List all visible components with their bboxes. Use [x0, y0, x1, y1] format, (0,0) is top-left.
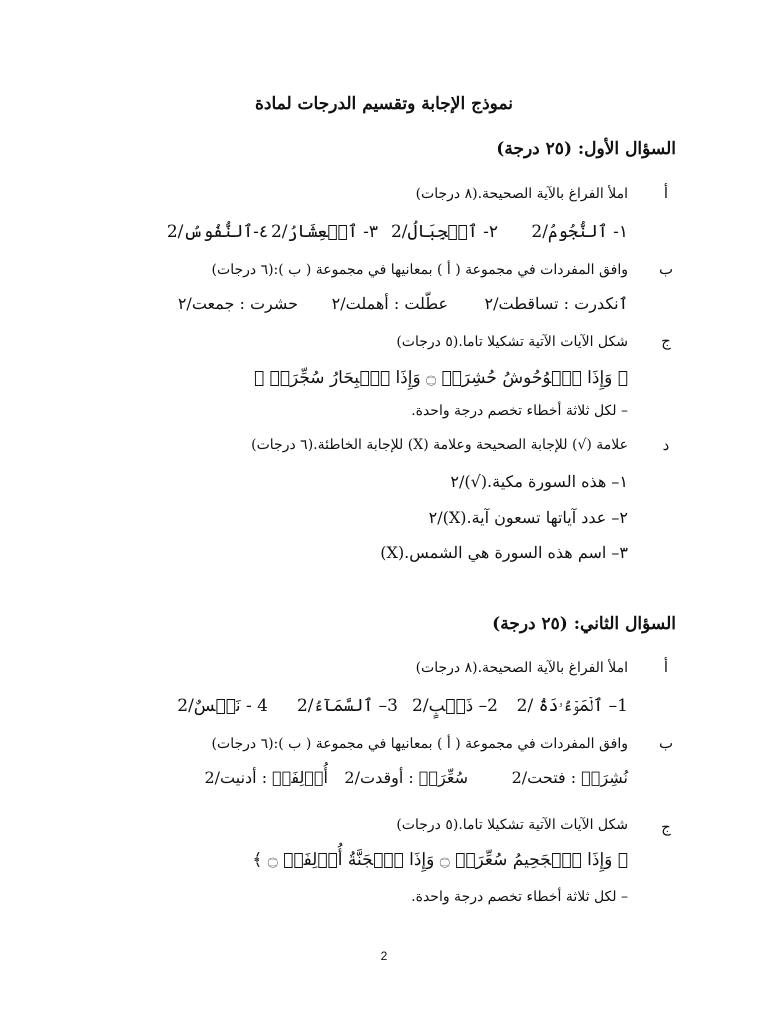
q1-d-instruction: علامة (√) للإجابة الصحيحة وعلامة (X) للإجابة الخاطئة.(٦ درجات): [251, 437, 628, 453]
page-number: 2: [380, 949, 388, 963]
q1-a-answer-4: ٤-ٱلنُّفُوسُ/2: [166, 222, 268, 242]
q1-c-verse: ﴿ وَإِذَا ٱلۡوُحُوشُ حُشِرَتۡ ۝ وَإِذَا ٱلۡبِحَارُ سُجِّرَتۡ ﴾: [253, 368, 628, 388]
q1-c-instruction: شكل الآيات الآتية تشكيلا تاما.(٥ درجات): [396, 334, 628, 350]
q1-d-item-1: ١– هذه السورة مكية.(√)/٢: [450, 472, 628, 491]
q1-b-instruction: وافق المفردات في مجموعة ( أ ) بمعانيها في مجموعة ( ب ):(٦ درجات): [211, 262, 628, 278]
q2-a-answer-3: 3– ٱلسَّمَآءُ/2: [296, 696, 398, 716]
q1-a-answer-1: ١- ٱلنُّجُومُ/2: [531, 222, 628, 242]
q2-a-label: أ: [663, 658, 669, 676]
q2-b-answer-2: سُعِّرَتۡ : أوقدت/2: [344, 768, 468, 787]
q1-d-label: د: [662, 436, 670, 454]
q2-heading: السؤال الثاني: (٢٥ درجة): [492, 614, 676, 634]
q1-b-answer-2: عطّلت : أهملت/٢: [331, 294, 448, 313]
q2-c-verse: ﴿ وَإِذَا ٱلۡجَحِيمُ سُعِّرَتۡ ۝ وَإِذَا ٱلۡجَنَّةُ أُزۡلِفَتۡ ۝ ﴾: [252, 850, 628, 870]
q2-b-answer-1: نُشِرَتۡ : فتحت/2: [511, 768, 628, 787]
q1-d-item-2: ٢– عدد آياتها تسعون آية.(X)/٢: [428, 508, 628, 527]
q2-b-instruction: وافق المفردات في مجموعة ( أ ) بمعانيها في مجموعة ( ب ):(٦ درجات): [211, 736, 628, 752]
q2-b-label: ب: [658, 734, 674, 752]
q1-b-label: ب: [658, 260, 674, 278]
q2-a-answer-4: 4 - نَفۡسٌ/2: [177, 696, 268, 716]
q1-a-answer-3: ٣- ٱلۡعِشَارُ/2: [270, 222, 378, 242]
q1-b-answer-3: حشرت : جمعت/٢: [177, 294, 298, 313]
q1-a-answer-2: ٢- ٱلۡجِبَالُ/2: [390, 222, 498, 242]
q2-b-answer-3: أُزۡلِفَتۡ : أدنيت/2: [204, 768, 328, 787]
q2-c-instruction: شكل الآيات الآتية تشكيلا تاما.(٥ درجات): [396, 817, 628, 833]
q1-heading: السؤال الأول: (٢٥ درجة): [496, 139, 676, 159]
q2-a-instruction: املأ الفراغ بالآية الصحيحة.(٨ درجات): [415, 660, 628, 676]
q1-d-item-3: ٣– اسم هذه السورة هي الشمس.(X): [380, 543, 628, 562]
q1-c-note: – لكل ثلاثة أخطاء تخصم درجة واحدة.: [411, 403, 628, 419]
q1-a-instruction: املأ الفراغ بالآية الصحيحة.(٨ درجات): [415, 186, 628, 202]
q2-c-note: – لكل ثلاثة أخطاء تخصم درجة واحدة.: [411, 889, 628, 905]
page-title: نموذج الإجابة وتقسيم الدرجات لمادة: [254, 94, 514, 114]
q2-c-label: ج: [661, 818, 671, 836]
q2-a-answer-2: 2– ذَنۢبٍ/2: [412, 696, 498, 716]
q1-a-label: أ: [663, 184, 669, 202]
q1-b-answer-1: ٱنكدرت : تساقطت/٢: [484, 294, 628, 313]
q1-c-label: ج: [661, 332, 671, 350]
q2-a-answer-1: 1– ٱلۡمَوۡءُۥدَةُ /2: [516, 696, 628, 716]
